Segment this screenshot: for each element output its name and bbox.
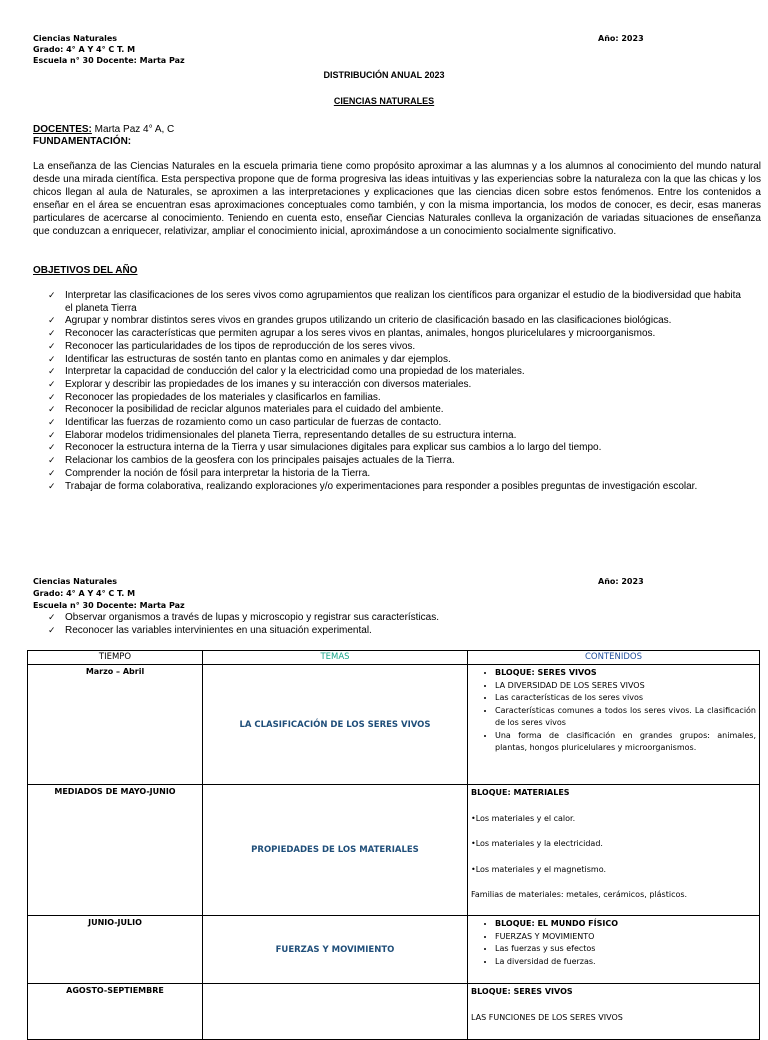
content-line: Familias de materiales: metales, cerámicos, plásticos. bbox=[471, 890, 688, 899]
table-row bbox=[28, 916, 760, 984]
header-subject: Ciencias Naturales bbox=[33, 34, 118, 43]
check-icon: ✓ bbox=[48, 481, 56, 492]
check-icon: ✓ bbox=[48, 392, 56, 403]
cell-tema: FUERZAS Y MOVIMIENTO bbox=[203, 916, 468, 984]
objetivo-item: ✓ Reconocer la posibilidad de reciclar algunos materiales para el cuidado del ambiente. bbox=[48, 404, 444, 416]
cell-contenidos bbox=[468, 785, 760, 916]
document-title: DISTRIBUCIÓN ANUAL 2023 bbox=[323, 70, 445, 80]
check-icon: ✓ bbox=[48, 613, 56, 623]
cell-tiempo: MEDIADOS DE MAYO-JUNIO bbox=[28, 785, 203, 916]
cell-contenidos bbox=[468, 916, 760, 984]
cell-contenidos bbox=[468, 984, 760, 1040]
objetivo-item: ✓ Observar organismos a través de lupas y microscopio y registrar sus características. bbox=[48, 612, 440, 623]
check-icon: ✓ bbox=[48, 418, 56, 429]
distribution-table bbox=[27, 650, 760, 1040]
objetivo-item: ✓ Reconocer las características que permiten agrupar a los seres vivos en plantas, animales, hongos pluricelulares y microorganismos. bbox=[48, 328, 656, 340]
check-icon: ✓ bbox=[48, 329, 56, 340]
list-item: • BLOQUE: SERES VIVOS bbox=[495, 667, 756, 680]
table-row bbox=[28, 984, 760, 1040]
cell-tema: LA CLASIFICACIÓN DE LOS SERES VIVOS bbox=[203, 665, 468, 785]
cell-tiempo: AGOSTO-SEPTIEMBRE bbox=[28, 984, 203, 1040]
docentes-label: DOCENTES: bbox=[33, 124, 92, 135]
objetivo-item: ✓ Explorar y describir las propiedades de los imanes y su interacción con diversos materiales. bbox=[48, 378, 472, 390]
content-line: BLOQUE: SERES VIVOS bbox=[471, 987, 573, 996]
objetivo-item: ✓ Identificar las fuerzas de rozamiento como un caso particular de fuerzas de contacto. bbox=[48, 417, 442, 429]
table-row bbox=[28, 665, 760, 785]
check-icon: ✓ bbox=[48, 341, 56, 352]
objetivo-item: ✓ Reconocer las variables intervinientes en una situación experimental. bbox=[48, 624, 372, 636]
docentes-value: Marta Paz 4° A, C bbox=[91, 124, 175, 135]
objetivo-item: ✓ Interpretar las clasificaciones de los seres vivos como agrupamientos que realizan los científicos para organizar el estudio de la biodiversidad que habita el planeta Tierra bbox=[48, 290, 741, 314]
header2-school: Escuela n° 30 Docente: Marta Paz bbox=[33, 601, 185, 610]
list-item: • Una forma de clasificación en grandes grupos: animales, plantas, hongos pluricelulares y microorganismos. bbox=[495, 730, 756, 755]
list-item: • La diversidad de fuerzas. bbox=[495, 956, 756, 969]
objetivos-label: OBJETIVOS DEL AÑO bbox=[33, 265, 138, 276]
cell-tiempo: JUNIO-JULIO bbox=[28, 916, 203, 984]
header-year: Año: 2023 bbox=[598, 34, 644, 43]
document-subtitle: CIENCIAS NATURALES bbox=[333, 96, 435, 106]
table-header-row bbox=[28, 651, 760, 665]
objetivo-item: ✓ Identificar las estructuras de sostén tanto en plantas como en animales y dar ejemplos. bbox=[48, 353, 451, 365]
objetivos2-list bbox=[48, 612, 748, 637]
content-line: LAS FUNCIONES DE LOS SERES VIVOS bbox=[471, 1012, 623, 1022]
cell-tema: PROPIEDADES DE LOS MATERIALES bbox=[203, 785, 468, 916]
check-icon: ✓ bbox=[48, 625, 56, 636]
check-icon: ✓ bbox=[48, 354, 56, 365]
check-icon: ✓ bbox=[48, 468, 56, 479]
list-item: • LA DIVERSIDAD DE LOS SERES VIVOS bbox=[495, 680, 756, 693]
header2-grade: Grado: 4° A Y 4° C T. M bbox=[33, 589, 136, 598]
check-icon: ✓ bbox=[48, 443, 56, 454]
header-temas: TEMAS bbox=[203, 651, 468, 665]
objetivo-item: ✓ Agrupar y nombrar distintos seres vivos en grandes grupos utilizando un criterio de clasificación basado en las clasificaciones biológicas. bbox=[48, 315, 672, 327]
objetivo-item: ✓ Interpretar la capacidad de conducción del calor y la electricidad como una propiedad de los materiales. bbox=[48, 366, 525, 378]
check-icon: ✓ bbox=[48, 379, 56, 390]
check-icon: ✓ bbox=[48, 316, 56, 327]
check-icon: ✓ bbox=[48, 405, 56, 416]
content-line: BLOQUE: MATERIALES bbox=[471, 788, 570, 797]
header2-year: Año: 2023 bbox=[598, 577, 644, 586]
list-item: • Características comunes a todos los seres vivos. La clasificación de los seres vivos bbox=[495, 705, 756, 730]
fundamentacion-paragraph: La enseñanza de las Ciencias Naturales en la escuela primaria tiene como propósito aproximar a las alumnas y a los alumnos al conocimiento del mundo natural desde una mirada científica. Esta perspectiva propone que de forma progresiva las ideas intuitivas y las experiencias sobre la naturaleza con la que las chicas y los chicos llegan al aula de Naturales, se aproximen a las interpretaciones y explicaciones que las ciencias dicen sobre estos fenómenos. Entre los contenidos a enseñar en el área se encuentran esas aproximaciones conceptuales como también, y con la misma importancia, los modos de conocer, es decir, esas maneras particulares de acercarse al conocimiento. Teniendo en cuenta esto, enseñar Ciencias Naturales conlleva la organización de variadas situaciones de enseñanza que conduzcan a enriquecer, relativizar, ampliar el conocimiento inicial, aproximándose a un conocimiento socialmente significativo. bbox=[33, 161, 761, 237]
content-line: •Los materiales y la electricidad. bbox=[471, 839, 603, 848]
objetivo-item: ✓ Reconocer las propiedades de los materiales y clasificarlos en familias. bbox=[48, 391, 381, 403]
header-contenidos: CONTENIDOS bbox=[468, 651, 760, 665]
check-icon: ✓ bbox=[48, 456, 56, 467]
objetivo-item: ✓ Relacionar los cambios de la geosfera con los principales paisajes actuales de la Tierra. bbox=[48, 455, 455, 467]
objetivo-item: ✓ Reconocer la estructura interna de la Tierra y usar simulaciones digitales para explicar sus cambios a lo largo del tiempo. bbox=[48, 442, 602, 454]
cell-tiempo: Marzo – Abril bbox=[28, 665, 203, 785]
list-item: • BLOQUE: EL MUNDO FÍSICO bbox=[495, 918, 756, 931]
header2-subject: Ciencias Naturales bbox=[33, 577, 118, 586]
table-row bbox=[28, 785, 760, 916]
objetivo-item: ✓ Reconocer las particularidades de los tipos de reproducción de los seres vivos. bbox=[48, 340, 416, 352]
objetivo-item: ✓ Comprender la noción de fósil para interpretar la historia de la Tierra. bbox=[48, 467, 371, 479]
header-tiempo: TIEMPO bbox=[28, 651, 203, 665]
content-line: •Los materiales y el calor. bbox=[471, 813, 576, 823]
objetivo-item: ✓ Trabajar de forma colaborativa, realizando exploraciones y/o experimentaciones para responder a posibles preguntas de investigación escolar. bbox=[48, 480, 698, 492]
cell-tema bbox=[203, 984, 468, 1040]
header-school: Escuela n° 30 Docente: Marta Paz bbox=[33, 56, 185, 65]
cell-contenidos bbox=[468, 665, 760, 785]
list-item: • Las fuerzas y sus efectos bbox=[495, 943, 756, 956]
list-item: • FUERZAS Y MOVIMIENTO bbox=[495, 931, 756, 944]
list-item: • Las características de los seres vivos bbox=[495, 692, 756, 705]
header-grade: Grado: 4° A Y 4° C T. M bbox=[33, 45, 136, 54]
check-icon: ✓ bbox=[48, 291, 56, 301]
check-icon: ✓ bbox=[48, 367, 56, 378]
check-icon: ✓ bbox=[48, 430, 56, 441]
objetivo-item: ✓ Elaborar modelos tridimensionales del planeta Tierra, representando detalles de su estructura interna. bbox=[48, 429, 517, 441]
objetivos-list bbox=[48, 290, 748, 493]
content-line: •Los materiales y el magnetismo. bbox=[471, 864, 607, 874]
fundamentacion-label: FUNDAMENTACIÓN: bbox=[33, 136, 132, 147]
